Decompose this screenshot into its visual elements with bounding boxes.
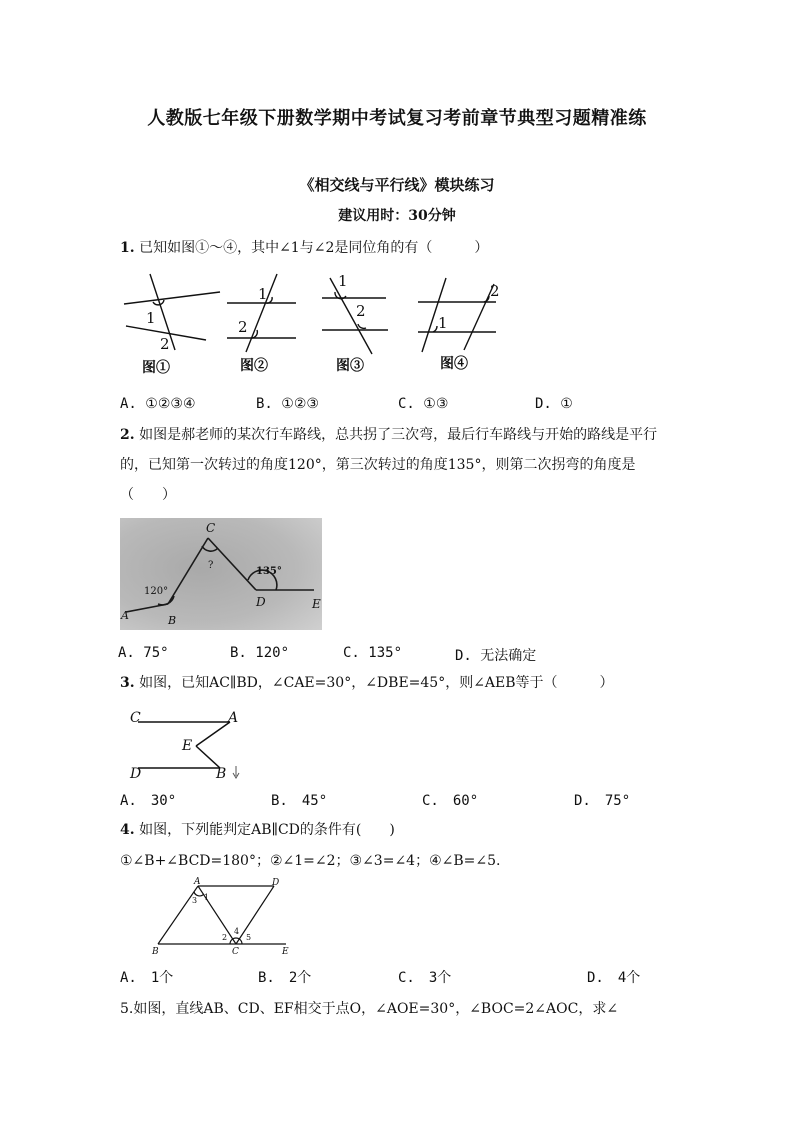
- option-a[interactable]: A. 1个: [120, 970, 174, 986]
- angle-label: 1: [438, 314, 448, 332]
- point-label: B: [216, 766, 227, 782]
- q1-figures: [110, 268, 530, 380]
- option-c[interactable]: C. 60°: [422, 793, 479, 809]
- point-label: E: [282, 947, 289, 957]
- option-b[interactable]: B. ①②③: [256, 396, 319, 412]
- option-d[interactable]: D. 4个: [587, 970, 641, 986]
- option-a[interactable]: A. 30°: [120, 793, 177, 809]
- option-d[interactable]: D. ①: [535, 396, 573, 412]
- figure-label: 图②: [240, 358, 268, 374]
- q4-figure: [150, 876, 300, 960]
- q3-figure: [124, 706, 244, 784]
- option-c[interactable]: C. ①③: [398, 396, 449, 412]
- figure-label: 图③: [336, 358, 364, 374]
- angle-number: 3: [192, 896, 198, 905]
- point-label: E: [182, 738, 193, 754]
- question-stem: 已知如图①～④，其中∠1与∠2是同位角的有（ ）: [139, 240, 489, 256]
- point-label: D: [256, 595, 266, 609]
- question-number: 3.: [120, 675, 135, 691]
- point-label: A: [194, 877, 201, 887]
- question-number: 5.: [120, 1001, 134, 1017]
- angle-label: 1: [338, 272, 348, 290]
- point-label: B: [152, 947, 159, 957]
- figure-label: 图④: [440, 356, 468, 372]
- option-d[interactable]: D. 无法确定: [455, 648, 537, 664]
- point-label: C: [232, 947, 239, 957]
- point-label: C: [206, 521, 216, 535]
- option-b[interactable]: B. 2个: [258, 970, 312, 986]
- question-number: 1.: [120, 240, 135, 256]
- angle-value: 135°: [256, 566, 282, 577]
- angle-label: 2: [160, 335, 170, 353]
- figure-label: 图①: [142, 360, 170, 376]
- question-4-conditions: ①∠B+∠BCD=180°；②∠1=∠2；③∠3=∠4；④∠B=∠5.: [120, 853, 501, 869]
- angle-number: 4: [234, 927, 240, 936]
- document-title: 人教版七年级下册数学期中考试复习考前章节典型习题精准练: [147, 108, 647, 129]
- angle-label: 2: [238, 318, 248, 336]
- question-number: 4.: [120, 822, 135, 838]
- unknown-angle: ?: [208, 560, 214, 571]
- question-5: [120, 994, 680, 1024]
- point-label: E: [312, 597, 321, 611]
- suggested-time: 建议用时：30分钟: [338, 208, 456, 224]
- section-subtitle: 《相交线与平行线》模块练习: [299, 176, 495, 194]
- question-stem: 如图，下列能判定AB∥CD的条件有( ): [139, 822, 395, 838]
- question-2: [120, 420, 680, 510]
- point-label: A: [121, 609, 129, 622]
- option-c[interactable]: C. 135°: [343, 645, 403, 661]
- option-b[interactable]: B. 120°: [230, 645, 290, 661]
- point-label: D: [272, 878, 280, 888]
- option-a[interactable]: A. 75°: [118, 645, 169, 661]
- angle-label: 2: [490, 282, 500, 300]
- angle-number: 2: [222, 933, 228, 942]
- angle-value: 120°: [144, 586, 169, 597]
- question-3: [120, 668, 680, 698]
- option-a[interactable]: A. ①②③④: [120, 396, 196, 412]
- question-4: [120, 815, 680, 845]
- angle-number: 1: [204, 893, 210, 902]
- point-label: C: [130, 710, 141, 726]
- question-stem: 如图，已知AC∥BD，∠CAE=30°，∠DBE=45°，则∠AEB等于（ ）: [139, 675, 614, 691]
- angle-label: 2: [356, 302, 366, 320]
- point-label: B: [168, 614, 177, 627]
- angle-label: 1: [258, 285, 268, 303]
- point-label: A: [228, 710, 239, 726]
- q2-route-photo: [120, 518, 322, 630]
- angle-number: 5: [246, 933, 252, 942]
- angle-label: 1: [146, 309, 156, 327]
- option-c[interactable]: C. 3个: [398, 970, 452, 986]
- question-number: 2.: [120, 427, 135, 443]
- option-b[interactable]: B. 45°: [271, 793, 328, 809]
- point-label: D: [130, 766, 142, 782]
- question-stem: 如图是郝老师的某次行车路线，总共拐了三次弯，最后行车路线与开始的路线是平行的，已知第一次转过的角度120°，第三次转过的角度135°，则第二次拐弯的角度是（ ）: [120, 427, 658, 503]
- option-d[interactable]: D. 75°: [574, 793, 631, 809]
- question-stem: 如图，直线AB、CD、EF相交于点O，∠AOE=30°，∠BOC=2∠AOC，求∠: [133, 1001, 619, 1017]
- question-1: [120, 233, 680, 263]
